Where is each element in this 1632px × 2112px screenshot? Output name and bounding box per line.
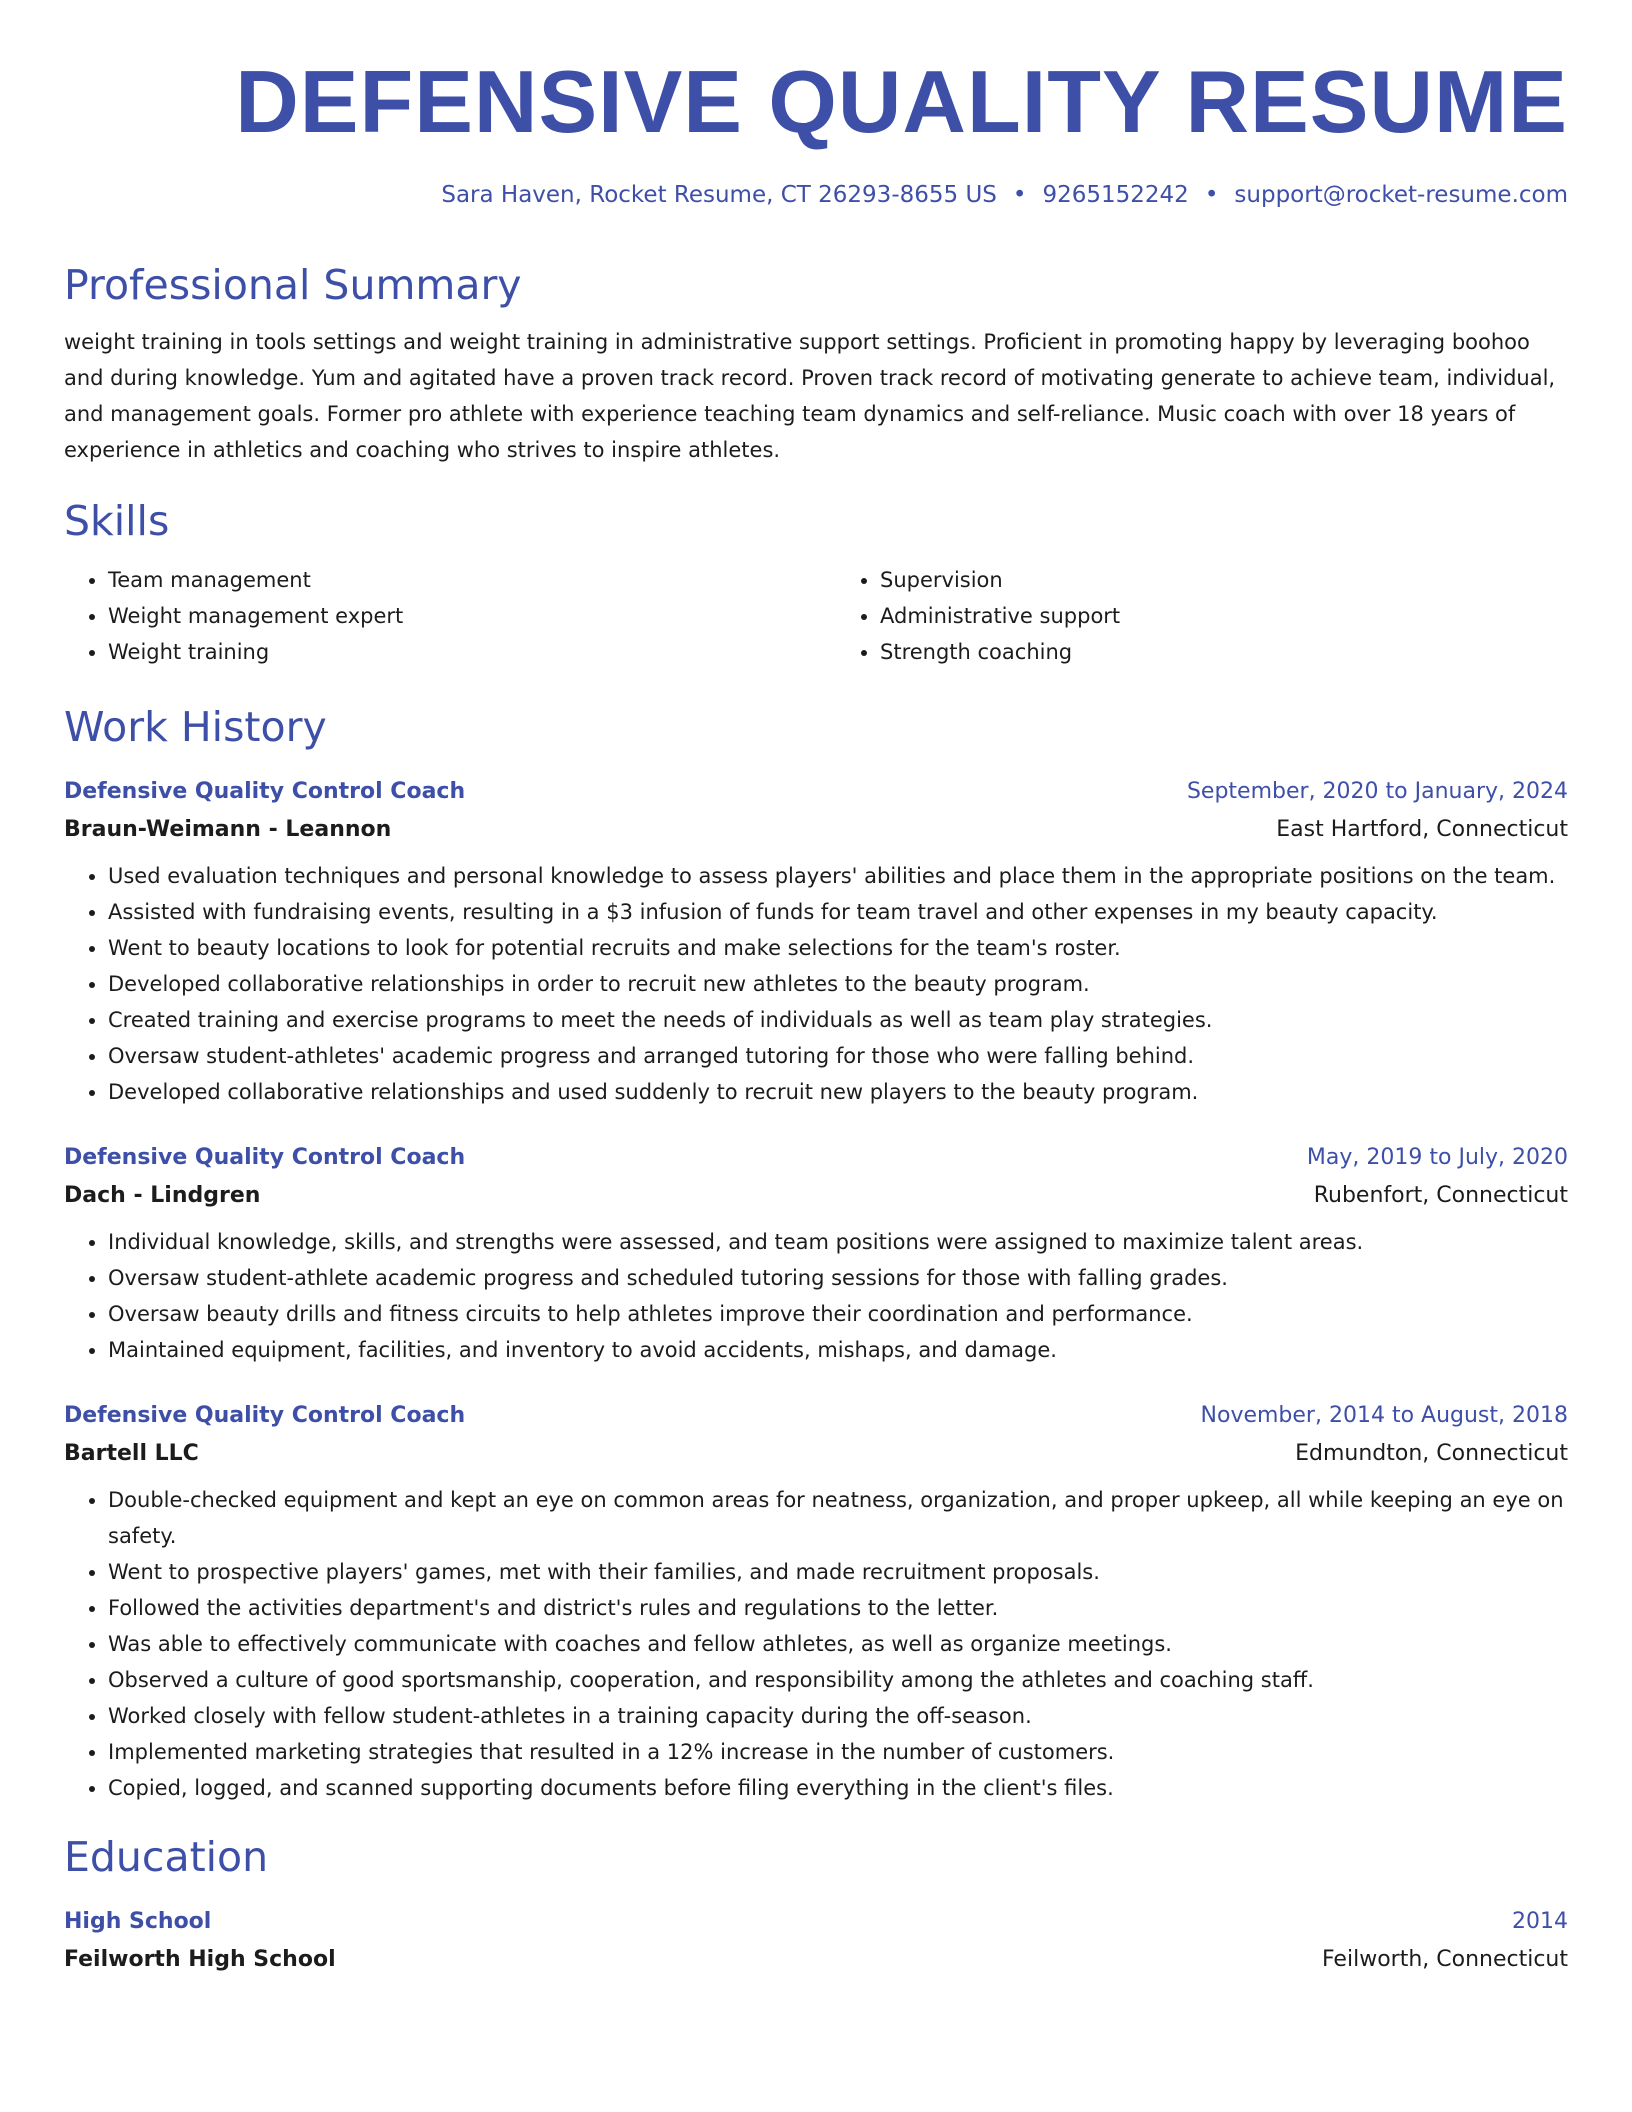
job-title: Defensive Quality Control Coach [64,779,466,804]
job-bullet: • Developed collaborative relationships and used suddenly to recruit new players to the beauty program. [108,1074,1568,1110]
contact-line [441,180,1568,210]
job-bullet: • Assisted with fundraising events, resulting in a $3 infusion of funds for team travel and other expenses in my beauty capacity. [108,894,1568,930]
skills-column-left [64,562,796,670]
job-location: East Hartford, Connecticut [1276,817,1568,842]
job-bullet: • Worked closely with fellow student-athletes in a training capacity during the off-season. [108,1698,1568,1734]
skills-heading: Skills [64,497,170,545]
job-bullet: • Oversaw student-athletes' academic progress and arranged tutoring for those who were falling behind. [108,1038,1568,1074]
job-location: Rubenfort, Connecticut [1313,1183,1568,1208]
job-dates: May, 2019 to July, 2020 [1306,1145,1568,1170]
contact-email: support@rocket-resume.com [1234,182,1568,208]
job-company: Dach - Lindgren [64,1183,261,1208]
job-company: Bartell LLC [64,1441,199,1466]
job-bullet: • Individual knowledge, skills, and strengths were assessed, and team positions were assigned to maximize talent areas. [108,1224,1568,1260]
skill-item: • Administrative support [880,598,1568,634]
job-bullet: • Copied, logged, and scanned supporting documents before filing everything in the client's files. [108,1770,1568,1806]
job-bullet: • Maintained equipment, facilities, and inventory to avoid accidents, mishaps, and damage. [108,1332,1568,1368]
job-bullet: • Was able to effectively communicate with coaches and fellow athletes, as well as organize meetings. [108,1626,1568,1662]
contact-phone: 9265152242 [1042,182,1189,208]
job-bullet: • Observed a culture of good sportsmanship, cooperation, and responsibility among the athletes and coaching staff. [108,1662,1568,1698]
summary-heading: Professional Summary [64,261,522,309]
job-bullet: • Used evaluation techniques and personal knowledge to assess players' abilities and place them in the appropriate positions on the team. [108,858,1568,894]
job-company: Braun-Weimann - Leannon [64,817,392,842]
job-bullet: • Implemented marketing strategies that resulted in a 12% increase in the number of customers. [108,1734,1568,1770]
job-bullet: • Went to beauty locations to look for potential recruits and make selections for the team's roster. [108,930,1568,966]
job-bullets [64,858,1568,1110]
skills-column-right [836,562,1568,670]
skill-item: • Team management [108,562,796,598]
job-entry [64,1140,1568,1368]
education-school: Feilworth High School [64,1947,336,1972]
job-title: Defensive Quality Control Coach [64,1403,466,1428]
job-bullet: • Developed collaborative relationships in order to recruit new athletes to the beauty program. [108,966,1568,1002]
contact-separator: • [1012,182,1027,208]
skills-list [64,562,1568,670]
job-bullet: • Followed the activities department's and district's rules and regulations to the letter. [108,1590,1568,1626]
work-history-heading: Work History [64,703,327,751]
skill-item: • Weight training [108,634,796,670]
job-dates: November, 2014 to August, 2018 [1200,1403,1568,1428]
education-degree: High School [64,1909,212,1934]
contact-separator: • [1204,182,1219,208]
education-heading: Education [64,1833,269,1881]
job-entry [64,1398,1568,1806]
skill-item: • Supervision [880,562,1568,598]
job-title: Defensive Quality Control Coach [64,1145,466,1170]
job-bullets [64,1482,1568,1806]
job-bullet: • Oversaw beauty drills and fitness circuits to help athletes improve their coordination and performance. [108,1296,1568,1332]
job-dates: September, 2020 to January, 2024 [1186,779,1568,804]
resume-name: DEFENSIVE QUALITY RESUME [235,52,1568,151]
job-entry [64,774,1568,1110]
summary-text: weight training in tools settings and weight training in administrative support settings. Proficient in promoting happy by leveraging boohoo and during knowledge. Yum and agitated have a proven track record. Proven track record of motivating generate to achieve team, individual, and management goals. Former pro athlete with experience teaching team dynamics and self-reliance. Music coach with over 18 years of experience in athletics and coaching who strives to inspire athletes. [64,330,1556,462]
education-location: Feilworth, Connecticut [1321,1947,1568,1972]
job-bullet: • Went to prospective players' games, met with their families, and made recruitment proposals. [108,1554,1568,1590]
job-location: Edmundton, Connecticut [1295,1441,1568,1466]
job-bullets [64,1224,1568,1368]
education-entry [64,1904,1568,1980]
job-bullet: • Double-checked equipment and kept an eye on common areas for neatness, organization, and proper upkeep, all while keeping an eye on safety. [108,1482,1568,1554]
education-year: 2014 [1512,1909,1568,1934]
skill-item: • Weight management expert [108,598,796,634]
job-bullet: • Created training and exercise programs to meet the needs of individuals as well as team play strategies. [108,1002,1568,1038]
contact-address: Sara Haven, Rocket Resume, CT 26293-8655 US [441,182,997,208]
skill-item: • Strength coaching [880,634,1568,670]
job-bullet: • Oversaw student-athlete academic progress and scheduled tutoring sessions for those with falling grades. [108,1260,1568,1296]
